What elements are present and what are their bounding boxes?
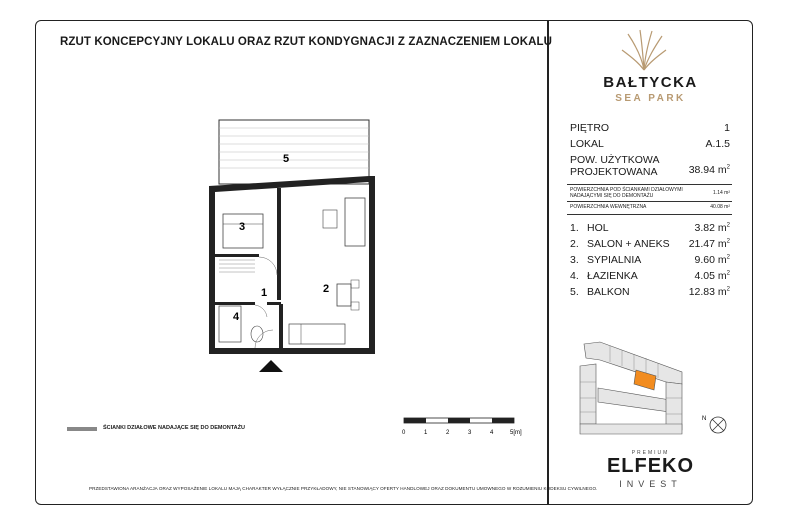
legend-text: ŚCIANKI DZIAŁOWE NADAJĄCE SIĘ DO DEMONTAŻU: [103, 425, 245, 431]
floor-plan: [195, 112, 395, 374]
separator-1: [567, 184, 732, 185]
kitchen-counter: [289, 324, 345, 344]
partition-note-1: POWIERZCHNIA POD ŚCIANKAMI DZIAŁOWYMI: [570, 187, 683, 193]
scale-tick-0: 0: [402, 430, 406, 436]
partition-note: [570, 187, 730, 199]
separator-3: [567, 214, 732, 215]
dining-table: [337, 284, 351, 306]
unit-row: [570, 138, 730, 150]
compass-icon: [700, 410, 730, 440]
room-row: 4. ŁAZIENKA 4.05 $m^2$: [570, 270, 730, 282]
brand-name: BAŁTYCKA: [603, 74, 698, 91]
room-row: 5. BALKON 12.83 $m^2$: [570, 286, 730, 298]
area-label-1: POW. UŻYTKOWA: [570, 154, 660, 166]
room-row: 1. HOL 3.82 $m^2$: [570, 222, 730, 234]
key-plan: [570, 338, 692, 438]
room-label-3: 3: [239, 221, 246, 233]
room-label-1: 1: [261, 287, 268, 299]
page-title: RZUT KONCEPCYJNY LOKALU ORAZ RZUT KONDYGNACJI Z ZAZNACZENIEM LOKALU: [60, 36, 553, 48]
floor-value: 1: [724, 122, 730, 134]
floor-label: PIĘTRO: [570, 122, 610, 134]
room-label-2: 2: [323, 283, 330, 295]
brand-leaves-icon: [618, 28, 670, 72]
unit-value: A.1.5: [705, 138, 730, 150]
area-row: [570, 154, 730, 178]
sofa: [345, 198, 365, 246]
scale-tick-1: 1: [424, 430, 428, 436]
scale-tick-4: 4: [490, 430, 494, 436]
scale-tick-3: 3: [468, 430, 472, 436]
partition-value: 1.14 m²: [713, 190, 730, 196]
scale-tick-5: 5[m]: [510, 430, 522, 436]
scale-tick-2: 2: [446, 430, 450, 436]
room-label-4: 4: [233, 311, 240, 323]
partition-note-2: NADAJĄCYMI SIĘ DO DEMONTAŻU: [570, 193, 654, 199]
room-label-5: 5: [283, 153, 290, 165]
area-value: 38.94 $m^2$: [688, 164, 730, 176]
area-label-2: PROJEKTOWANA: [570, 166, 658, 178]
entrance-marker: [259, 360, 283, 372]
developer-premium: PREMIUM: [631, 450, 670, 456]
developer-subtitle: INVEST: [619, 479, 682, 489]
legend-swatch: [67, 427, 97, 431]
scale-bar: [398, 416, 522, 440]
developer-name: ELFEKO: [606, 455, 695, 477]
room-row: 3. SYPIALNIA 9.60 $m^2$: [570, 254, 730, 266]
disclaimer: PRZEDSTAWIONA ARANŻACJA ORAZ WYPOSAŻENIE LOKALU MAJĄ CHARAKTER WYŁĄCZNIE PRZYKŁADOWY, NIE STANOWIĄCY OFERTY HANDLOWEJ ORAZ DOKUMENTU UMOWNEGO W ROZUMIENIU KODEKSU CYWILNEGO.: [89, 486, 598, 491]
separator-2: [567, 201, 732, 202]
inner-note: [570, 204, 730, 210]
room-row: 2. SALON + ANEKS 21.47 $m^2$: [570, 238, 730, 250]
floor-row: [570, 122, 730, 134]
compass-label: N: [702, 416, 707, 422]
brand-tagline: SEA PARK: [615, 93, 686, 104]
inner-value: 40.08 m²: [710, 204, 730, 210]
unit-label: LOKAL: [570, 138, 604, 150]
inner-note-label: POWIERZCHNIA WEWNĘTRZNA: [570, 204, 647, 210]
